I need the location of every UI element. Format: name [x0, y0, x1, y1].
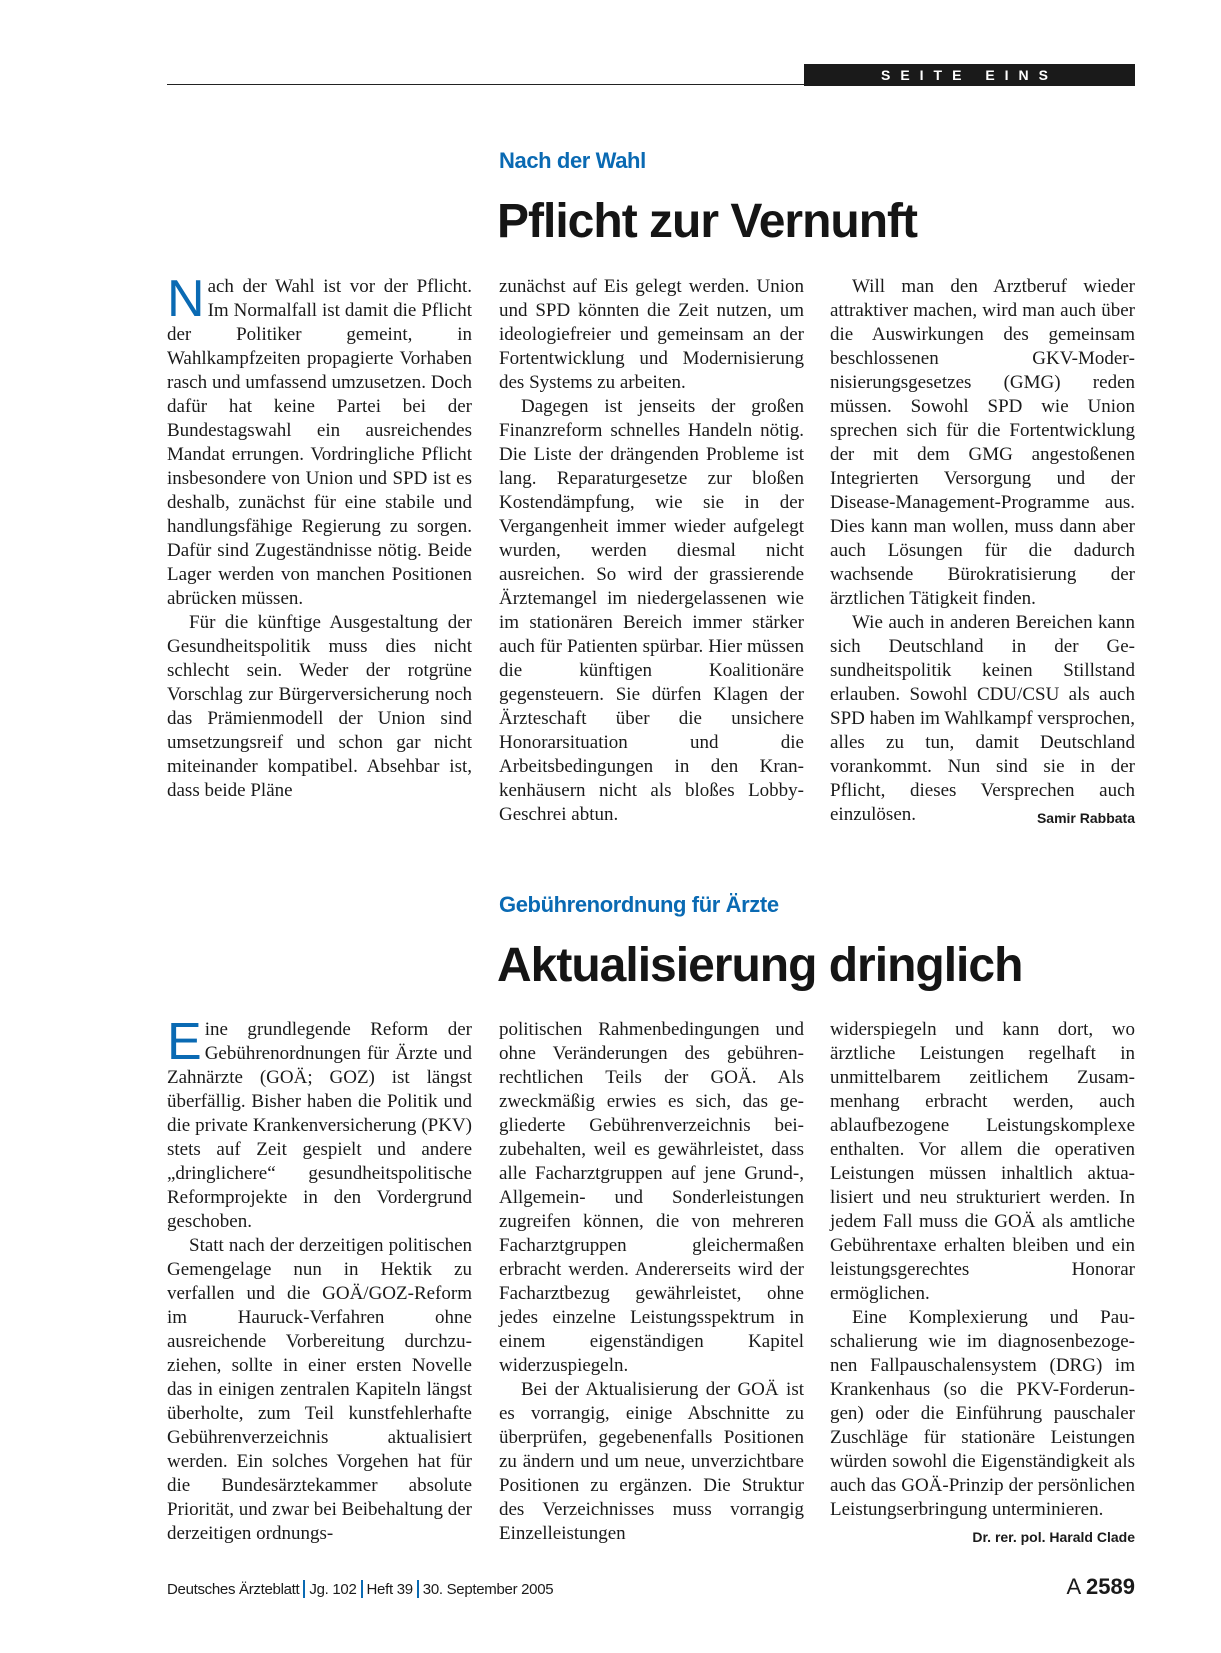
paragraph: Eine Komplexierung und Pauschalierung wie im diagnosenbezogenen Fallpauschalensystem (DRG) im Krankenhaus (so die PKV-Forderungen) oder die Einführung pauschaler Zuschläge für stationäre Leistungen würden sowohl die Eigenständigkeit als auch das GOÄ-Prinzip der persönlichen Leistungserbringung unterminieren. Dr. rer. pol. Harald Clade — [830, 1306, 1135, 1522]
paragraph: Nach der Wahl ist vor der Pflicht. Im Normalfall ist damit die Pflicht der Politiker gemeint, in Wahlkampfzeiten propagierte Vorhaben rasch und umfassend umzusetzen. Doch dafür hat keine Partei bei der Bundestagswahl ein ausreichendes Mandat errungen. Vordringliche Pflicht insbesondere von Union und SPD ist es deshalb, zunächst für eine stabile und handlungsfähige Regierung zu sorgen. Dafür sind Zugeständnisse nötig. Beide Lager werden von manchen Positionen abrücken müssen. — [167, 270, 472, 609]
paragraph: politischen Rahmenbedingungen und ohne Veränderungen des gebührenrechtlichen Teils der GOÄ. Als zweckmäßig erwies es sich, das gegliederte Gebührenverzeichnis beizubehalten, weil es gewährleistet, dass alle Facharztgruppen auf jene Grund-, Allgemein- und Sonderleistungen zugreifen können, die von mehreren Facharztgruppen gleichermaßen erbracht werden. Andererseits wird der Facharztbezug gewährleistet, ohne jedes einzelne Leistungsspektrum in einem eigenständigen Kapitel widerzuspiegeln. — [499, 1019, 804, 1376]
paragraph: Eine grundlegende Reform der Gebührenordnungen für Ärzte und Zahnärzte (GOÄ; GOZ) ist längst überfällig. Bisher haben die Politik und die private Krankenversicherung (PKV) stets auf Zeit gespielt und andere „dringlichere“ gesundheitspolitische Reformprojekte in den Vordergrund geschoben. — [167, 1013, 472, 1232]
paragraph: Wie auch in anderen Bereichen kann sich Deutschland in der Gesundheitspolitik keinen Stillstand erlauben. Sowohl CDU/CSU als auch SPD haben im Wahlkampf versprochen, alles zu tun, damit Deutschland vorankommt. Nun sind sie in der Pflicht, dieses Versprechen auch einzulösen. Samir Rabbata — [830, 611, 1135, 827]
author-byline: Dr. rer. pol. Harald Clade — [972, 1529, 1135, 1545]
divider — [361, 1580, 363, 1598]
paragraph: Bei der Aktualisierung der GOÄ ist es vorrangig, einige Abschnitte zu überprüfen, gegebenenfalls Positionen zu ändern und um neue, unverzichtbare Positionen zu ergänzen. Die Struktur des Verzeichnisses muss vorrangig Einzelleistungen — [499, 1379, 804, 1544]
article2-column-3 — [830, 1018, 1135, 1549]
divider — [303, 1580, 305, 1598]
page-number: A 2589 — [1066, 1574, 1135, 1599]
divider — [417, 1580, 419, 1598]
paragraph: Dagegen ist jenseits der großen Finanzreform schnelles Handeln nötig. Die Liste der drängenden Probleme ist lang. Reparaturgesetze zur bloßen Kostendämpfung, wie sie in der Vergangenheit immer wieder aufgelegt wurden, werden diesmal nicht ausreichen. So wird der grassierende Ärztemangel im niedergelassenen wie im stationären Bereich immer stärker auch für Patienten spürbar. Hier müssen die künftigen Koalitionäre gegensteuern. Sie dürfen Klagen der Ärzteschaft über die unsichere Honorarsituation und die Arbeitsbedingungen in den Krankenhäusern nicht als bloßes Lobby-Geschrei abtun. — [499, 396, 804, 825]
article1-column-1 — [167, 270, 472, 803]
dropcap: E — [167, 1013, 202, 1071]
article2-column-1 — [167, 1013, 472, 1546]
volume: Jg. 102 — [309, 1581, 357, 1598]
paragraph: zunächst auf Eis gelegt werden. Union und SPD könnten die Zeit nutzen, um ideologiefreier und gemeinsam an der Fortentwicklung und Modernisierung des Systems zu arbeiten. — [499, 276, 804, 393]
article1-title: Pflicht zur Vernunft — [497, 195, 918, 248]
paragraph: Für die künftige Ausgestaltung der Gesundheitspolitik muss dies nicht schlecht sein. Weder der rotgrüne Vorschlag zur Bürgerversicherung noch das Prämienmodell der Union sind umsetzungsreif und schon gar nicht miteinander kompatibel. Absehbar ist, dass beide Pläne — [167, 612, 472, 801]
paragraph: Statt nach der derzeitigen politischen Gemengelage nun in Hektik zu verfallen und die GOÄ/GOZ-Reform im Hauruck-Verfahren ohne ausreichende Vorbereitung durchzuziehen, sollte in einer ersten Novelle das in einigen zentralen Kapiteln längst überholte, zum Teil kunstfehlerhafte Gebührenverzeichnis aktualisiert werden. Ein solches Vorgehen hat für die Bundesärztekammer absolute Priorität, und zwar bei Beibehaltung der derzeitigen ordnungs- — [167, 1235, 472, 1544]
section-tag: SEITE EINS — [804, 64, 1135, 86]
paragraph: widerspiegeln und kann dort, wo ärztliche Leistungen regelhaft in unmittelbarem zeitlichem Zusammenhang erbracht werden, auch ablaufbezogene Leistungskomplexe enthalten. Vor allem die operativen Leistungen müssen inhaltlich aktualisiert und neu strukturiert werden. In jedem Fall muss die GOÄ als amtliche Gebührentaxe erhalten bleiben und ein leistungsgerechtes Honorar ermöglichen. — [830, 1019, 1135, 1304]
article2-title: Aktualisierung dringlich — [497, 939, 1023, 992]
paragraph: Will man den Arztberuf wieder attraktiver machen, wird man auch über die Auswirkungen des gemeinsam beschlossenen GKV-Modernisierungsgesetzes (GMG) reden müssen. Sowohl SPD wie Union sprechen sich für die Fortentwicklung der mit dem GMG angestoßenen Integrierten Versorgung und der Disease-Management-Programme aus. Dies kann man wollen, muss dann aber auch Lösungen für die dadurch wachsende Bürokratisierung der ärztlichen Tätigkeit finden. — [830, 276, 1135, 609]
dropcap: N — [167, 270, 205, 328]
article1-column-3 — [830, 275, 1135, 830]
article1-column-2 — [499, 275, 804, 827]
footer — [167, 1580, 553, 1598]
article2-column-2 — [499, 1018, 804, 1546]
article1-kicker: Nach der Wahl — [499, 148, 646, 173]
author-byline: Samir Rabbata — [1036, 810, 1135, 826]
journal-name: Deutsches Ärzteblatt — [167, 1581, 300, 1598]
issue-date: 30. September 2005 — [422, 1581, 554, 1598]
article2-kicker: Gebührenordnung für Ärzte — [499, 892, 779, 917]
issue: Heft 39 — [366, 1581, 413, 1598]
